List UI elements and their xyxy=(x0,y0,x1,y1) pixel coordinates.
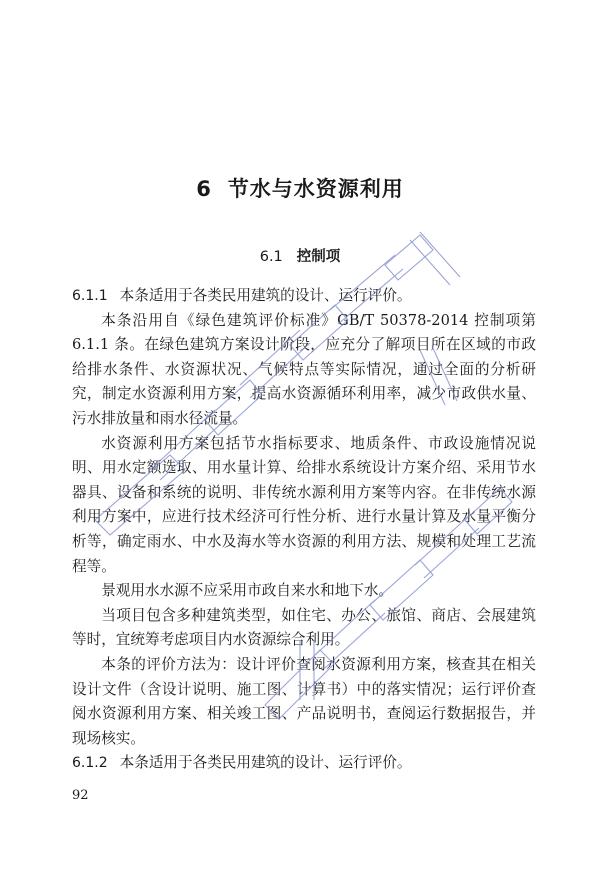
clause-6-1-1 xyxy=(72,284,536,309)
section-title xyxy=(0,245,600,266)
section-title-text: 控制项 xyxy=(296,249,341,265)
clause-number: 6.1.2 xyxy=(72,755,108,772)
paragraph: 景观用水水源不应采用市政自来水和地下水。 xyxy=(101,582,394,600)
paragraph: 本条沿用自《绿色建筑评价标准》GB/T 50378-2014 控制项第 6.1.1 条。在绿色建筑方案设计阶段，应充分了解项目所在区域的市政给排水条件、水资源状况、气候特点等实际情况，通过全面的分析研究，制定水资源利用方案，提高水资源循环利用率，减少市政供水量、污水排放量和雨水径流量。 xyxy=(72,311,536,427)
paragraph: 水资源利用方案包括节水指标要求、地质条件、市政设施情况说明、用水定额选取、用水量计算、给排水系统设计方案介绍、采用节水器具、设备和系统的说明、非传统水源利用方案等内容。在非传统水源利用方案中，应进行技术经济可行性分析、进行水量计算及水量平衡分析等，确定雨水、中水及海水等水资源的利用方法、规模和处理工艺流程等。 xyxy=(72,434,536,575)
chapter-title xyxy=(0,173,600,203)
body-text xyxy=(72,284,536,776)
paragraph: 本条的评价方法为：设计评价查阅水资源利用方案，核查其在相关设计文件（含设计说明、施工图、计算书）中的落实情况；运行评价查阅水资源利用方案、相关竣工图、产品说明书，查阅运行数据报告，并现场核实。 xyxy=(72,655,536,747)
chapter-title-text: 节水与水资源利用 xyxy=(227,177,404,201)
clause-6-1-2 xyxy=(72,751,536,776)
section-number: 6.1 xyxy=(259,249,283,265)
clause-text: 本条适用于各类民用建筑的设计、运行评价。 xyxy=(119,754,412,772)
clause-number: 6.1.1 xyxy=(72,288,108,304)
paragraph: 当项目包含多种建筑类型，如住宅、办公、旅馆、商店、会展建筑等时，宜统筹考虑项目内水资源综合利用。 xyxy=(72,606,536,649)
clause-text: 本条适用于各类民用建筑的设计、运行评价。 xyxy=(119,287,412,304)
chapter-number: 6 xyxy=(196,177,212,201)
page-number: 92 xyxy=(72,788,89,803)
